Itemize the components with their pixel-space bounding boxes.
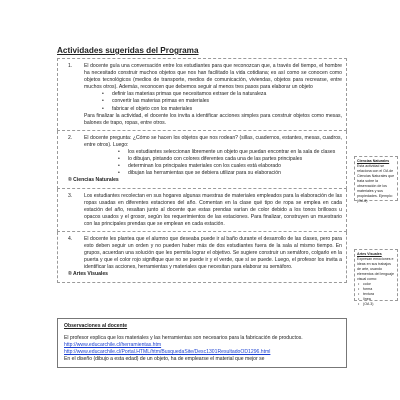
list-item: • textura bbox=[357, 292, 395, 297]
sidebar-note-title: Ciencias Naturales bbox=[357, 159, 390, 163]
list-item: • lo dibujan, pintando con colores diferentes cada una de las partes principales bbox=[84, 156, 342, 163]
list-item: • fabricar el objeto con los materiales bbox=[84, 106, 342, 113]
observations-title: Observaciones al docente bbox=[64, 323, 128, 329]
activity-1-panel bbox=[57, 58, 347, 131]
list-item: • convertir las materias primas en materiales bbox=[84, 98, 342, 105]
list-item: • los estudiantes seleccionan libremente un objeto que puedan encontrar en la sala de clases bbox=[84, 149, 342, 156]
list-item: • color bbox=[357, 282, 395, 287]
subject-tag: ® Ciencias Naturales bbox=[68, 177, 119, 184]
resource-link[interactable]: http://www.educarchile.cl/Portal.HTML/htm/BusquedaSite/Desc1301ResultadoOD1296.html bbox=[64, 349, 271, 356]
resource-link[interactable]: http://www.educarchile.cl/herramientas.htm bbox=[64, 342, 162, 349]
list-item: • determinan los principales materiales con los cuales está elaborado bbox=[84, 163, 342, 170]
activity-2-steps bbox=[84, 149, 342, 177]
activity-number: 1. bbox=[68, 63, 73, 69]
activity-1-steps bbox=[84, 91, 342, 112]
activity-2 bbox=[62, 135, 342, 178]
activity-1-intro: El docente guía una conversación entre los estudiantes para que reconozcan que, a través del tiempo, el hombre ha necesitado construir muchos objetos que nos han facilitado la vida cotidiana; es así como se conocen como objetos tecnológicos (medios de transporte, medios de comunicación, viviendas, objetos para recrearse, entre muchos otros). Además, reconocen que debemos seguir al menos tres pasos para elaborar un objeto bbox=[84, 63, 342, 91]
activity-2-intro: El docente pregunta: ¿Cómo se hacen los objetos que nos rodean? (sillas, cuadernos, estantes, mesas, cuadros, entre otros). Luego: bbox=[84, 134, 342, 148]
sidebar-note-ciencias bbox=[354, 156, 398, 201]
activities-container bbox=[57, 58, 347, 283]
list-item: • dibujan las herramientas que se debiera utilizar para su elaboración bbox=[84, 170, 342, 177]
activity-4 bbox=[62, 236, 342, 271]
activity-4-text: El docente les plantea que el alumno que deseaba puede ir al baño durante el desarrollo de las clases, pero para esto deben seguir un orden y no pueden haber más de dos estudiantes fuera de la sala al mismo tiempo. En grupos, acuerdan una solución que les permita lograr el objetivo. Se sugiere construir un semáforo, colgarlo en la puerta y que el color rojo signifique que no se puede ir y el verde, que sí se puede. Luego, el profesor los invita a identificar las acciones, herramientas y materiales que necesitan para elaborar su semáforo. bbox=[84, 235, 342, 271]
activity-3-panel bbox=[57, 189, 347, 232]
observations-text: En el diseño (dibujo a esta edad) de un objeto, ha de emplearse el material que mejor se bbox=[64, 356, 265, 363]
activity-2-panel bbox=[57, 131, 347, 189]
observations-box bbox=[57, 318, 347, 368]
list-item: • forma bbox=[357, 287, 395, 292]
activity-3 bbox=[62, 193, 342, 228]
sidebar-note-list bbox=[357, 282, 395, 307]
sidebar-note-artes bbox=[354, 249, 398, 306]
activity-number: 4. bbox=[68, 235, 73, 242]
sidebar-note-text: Esta actividad se relaciona con el OA de Ciencias Naturales que trata sobre la observación de los materiales y sus propiedades. Ejemplo: (OA 8) bbox=[357, 164, 395, 203]
activity-number: 2. bbox=[68, 134, 73, 141]
page-title: Actividades sugeridas del Programa bbox=[57, 46, 199, 55]
list-item: • línea bbox=[357, 297, 395, 302]
activity-3-text: Los estudiantes recolectan en sus hogares algunas muestras de materiales empleados para la elaboración de las ropas usadas en diferentes estaciones del año. Comentan en la clase qué tipo de ropa se emplea en cada estación del año, resaltan junto al docente que estas prendas varían de color debido a los tonos brillosos u opacos usados y el grosor, según los requerimientos de las estaciones. Para finalizar, construyen un muestrario con las principales prendas que se emplean en cada estación. bbox=[84, 192, 342, 227]
subject-tag: ® Artes Visuales bbox=[68, 271, 109, 278]
list-item: • definir las materias primas que necesitamos extraer de la naturaleza bbox=[84, 91, 342, 98]
sidebar-note-text: Expresan emociones e ideas en sus trabajos de arte, usando elementos del lenguaje visual como: bbox=[357, 257, 394, 281]
list-item: • (OA 3) bbox=[357, 302, 395, 307]
sidebar-note-title: Artes Visuales bbox=[357, 252, 382, 256]
activity-1 bbox=[62, 63, 342, 127]
observations-text: El profesor explica que los materiales y las herramientas son necesarios para la fabricación de productos. bbox=[64, 335, 303, 342]
activity-1-closing: Para finalizar la actividad, el docente los invita a identificar acciones simples para construir objetos como mesas, balones de trapo, ropas, entre otros. bbox=[84, 112, 342, 126]
activity-4-panel bbox=[57, 232, 347, 283]
activity-number: 3. bbox=[68, 192, 73, 199]
